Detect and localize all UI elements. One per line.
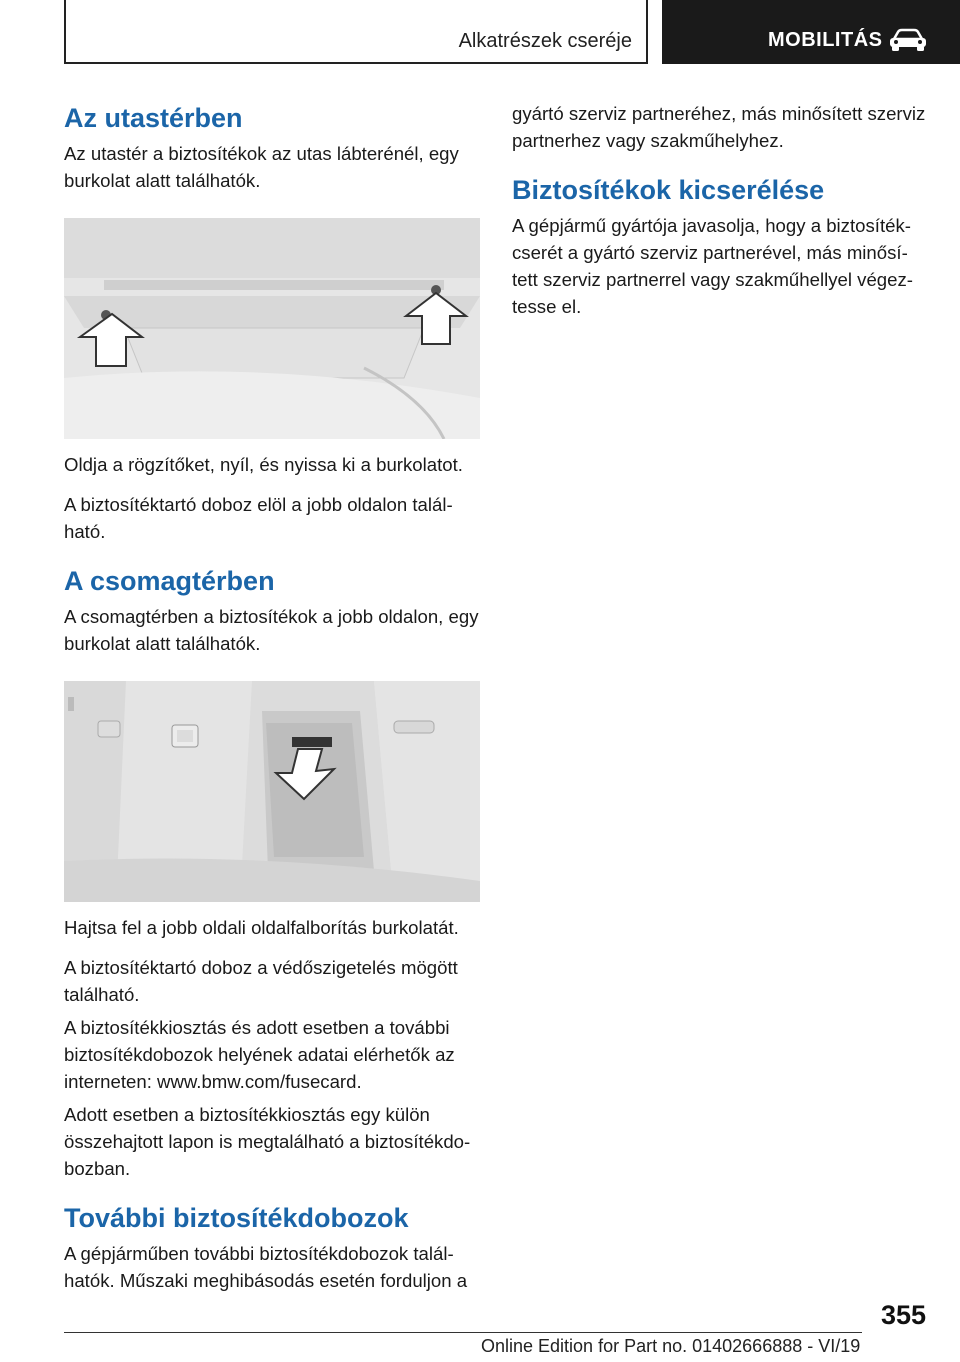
- header-chapter-box: [662, 0, 960, 64]
- footer-divider: [64, 1332, 862, 1333]
- paragraph: Adott esetben a biztosítékkiosztás egy külön összehajtott lapon is megtalálható a biztosítékdobozban.: [64, 1104, 471, 1179]
- paragraph: Hajtsa fel a jobb oldali oldalfalborítás burkolatát.: [64, 917, 459, 938]
- figure-footwell-cover: [64, 218, 480, 439]
- paragraph: Az utastér a biztosítékok az utas lábterénél, egy burkolat alatt találhatók.: [64, 143, 459, 191]
- page-number: 355: [880, 1300, 926, 1330]
- paragraph: Oldja a rögzítőket, nyíl, és nyissa ki a burkolatot.: [64, 454, 463, 475]
- paragraph: A gépjármű gyártója javasolja, hogy a biztosítékcserét a gyártó szerviz partnerével, más minősített szerviz partnerrel vagy szakműhellyel végeztesse el.: [512, 215, 913, 317]
- paragraph: A biztosítéktartó doboz a védőszigetelés mögött található.: [64, 957, 458, 1005]
- heading-additional-fuseboxes: További biztosítékdobozok: [64, 1203, 409, 1233]
- paragraph: A biztosítékkiosztás és adott esetben a további biztosítékdobozok helyének adatai elérhetők az interneten: www.bmw.com/fusecard.: [64, 1017, 455, 1092]
- section-title: Alkatrészek cseréje: [458, 30, 632, 52]
- header-section-box: [64, 0, 648, 64]
- left-column: [64, 100, 482, 1294]
- figure-trunk-cover: [64, 681, 480, 902]
- paragraph: A csomagtérben a biztosítékok a jobb oldalon, egy burkolat alatt találhatók.: [64, 606, 479, 654]
- footer-edition: Online Edition for Part no. 01402666888 - VI/19: [481, 1336, 861, 1356]
- right-column: [512, 100, 926, 320]
- paragraph: A gépjárműben további biztosítékdobozok találhatók. Műszaki meghibásodás esetén forduljon a: [64, 1243, 468, 1291]
- paragraph: gyártó szerviz partneréhez, más minősített szerviz partnerhez vagy szakműhelyhez.: [512, 103, 926, 151]
- heading-trunk: A csomagtérben: [64, 566, 275, 596]
- heading-fuse-replacement: Biztosítékok kicserélése: [512, 175, 825, 205]
- heading-passenger: Az utastérben: [64, 103, 243, 133]
- paragraph: A biztosítéktartó doboz elöl a jobb oldalon található.: [64, 494, 453, 542]
- car-icon: [888, 28, 928, 52]
- chapter-title: MOBILITÁS: [768, 29, 883, 51]
